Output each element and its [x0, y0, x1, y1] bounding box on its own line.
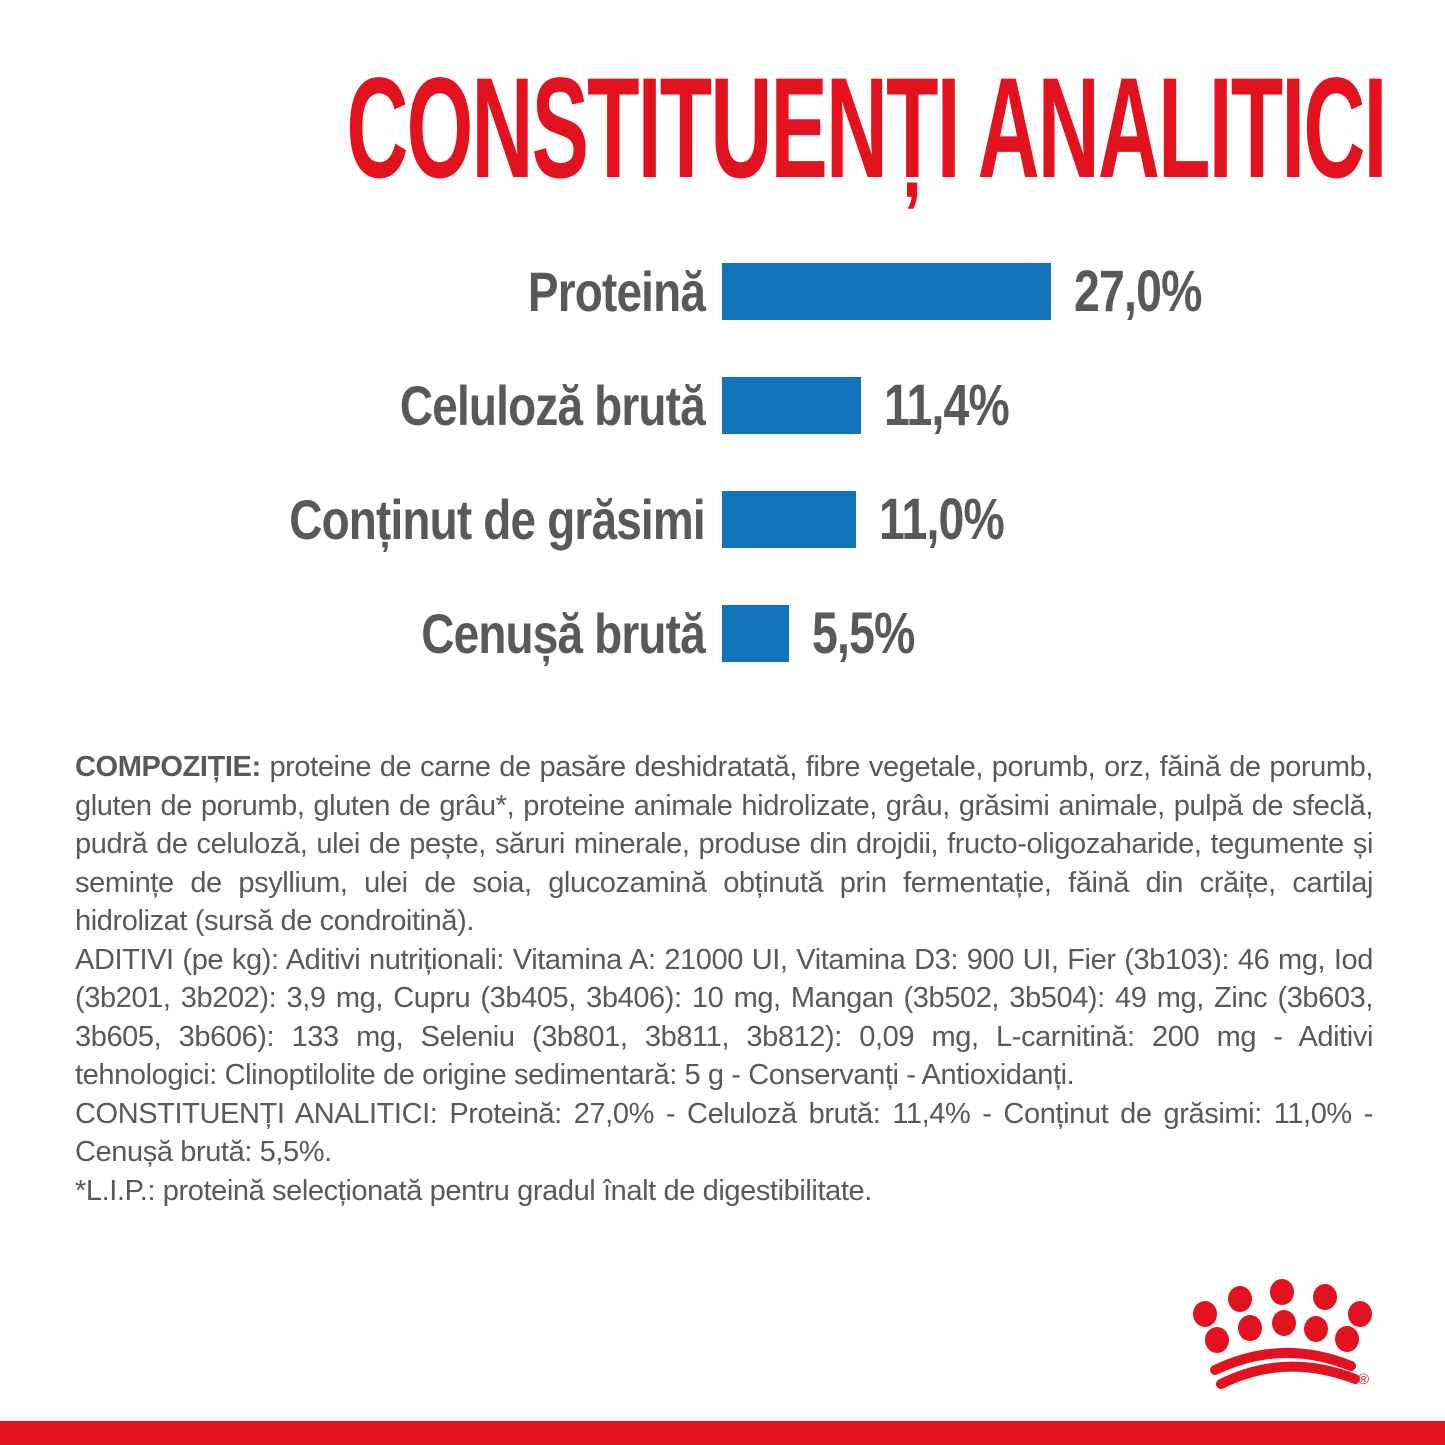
page-title	[0, 50, 1445, 207]
bar-value: 11,4%	[884, 373, 1010, 438]
bar-value: 11,0%	[879, 487, 1005, 552]
bar-label: Cenușă brută	[421, 602, 705, 665]
paragraph-lip-note: *L.I.P.: proteină selecționată pentru gradul înalt de digestibilitate.	[75, 1174, 872, 1207]
composition-body: proteine de carne de pasăre deshidratată, fibre vegetale, porumb, orz, făină de porumb, gluten de porumb, gluten de grâu*, proteine animale hidrolizate, grâu, grăsimi animale, pulpă de sfeclă, pudră de celuloză, ulei de pește, săruri minerale, produse din drojdii, fructo-oligozaharide, tegumente și semințe de psyllium, ulei de soia, glucozamină obținută prin fermentație, făină din crăițe, cartilaj hidrolizat (sursă de condroitină).	[75, 751, 1373, 937]
bar-crude-ash	[722, 605, 789, 662]
chart-row-crude-fibre	[0, 373, 1445, 438]
royal-canin-crown-logo	[1192, 1278, 1397, 1396]
bar-protein	[722, 263, 1051, 320]
chart-row-crude-ash	[0, 601, 1445, 666]
analytical-constituents-chart	[0, 259, 1445, 719]
paragraph-composition	[75, 748, 1373, 941]
chart-row-fat-content	[0, 487, 1445, 552]
bar-value: 5,5%	[812, 601, 915, 666]
bar-value: 27,0%	[1074, 259, 1202, 324]
page-title-text: CONSTITUENȚI ANALITICI	[346, 49, 1386, 208]
bar-label: Conținut de grăsimi	[289, 488, 705, 551]
bottom-red-strip	[0, 1421, 1445, 1445]
composition-text-block	[75, 748, 1373, 1210]
bar-crude-fibre	[722, 377, 861, 434]
paragraph-analytical-constituents: CONSTITUENȚI ANALITICI: Proteină: 27,0% - Celuloză brută: 11,4% - Conținut de grăsimi: 11,0% - Cenușă brută: 5,5%.	[75, 1097, 1373, 1168]
bar-label: Celuloză brută	[400, 374, 705, 437]
chart-row-protein	[0, 259, 1445, 324]
bar-fat-content	[722, 491, 856, 548]
registered-mark: ®	[1358, 1371, 1370, 1388]
composition-lead: COMPOZIȚIE:	[75, 751, 261, 783]
bar-label: Proteină	[527, 260, 705, 323]
crown-icon	[1192, 1278, 1397, 1396]
paragraph-additives: ADITIVI (pe kg): Aditivi nutriționali: Vitamina A: 21000 UI, Vitamina D3: 900 UI, Fier (3b103): 46 mg, Iod (3b201, 3b202): 3,9 mg, Cupru (3b405, 3b406): 10 mg, Mangan (3b502, 3b504): 49 mg, Zinc (3b603, 3b605, 3b606): 133 mg, Seleniu (3b801, 3b811, 3b812): 0,09 mg, L-carnitină: 200 mg - Aditivi tehnologici: Clinoptilolite de origine sedimentară: 5 g - Conservanți - Antioxidanți.	[75, 943, 1373, 1091]
